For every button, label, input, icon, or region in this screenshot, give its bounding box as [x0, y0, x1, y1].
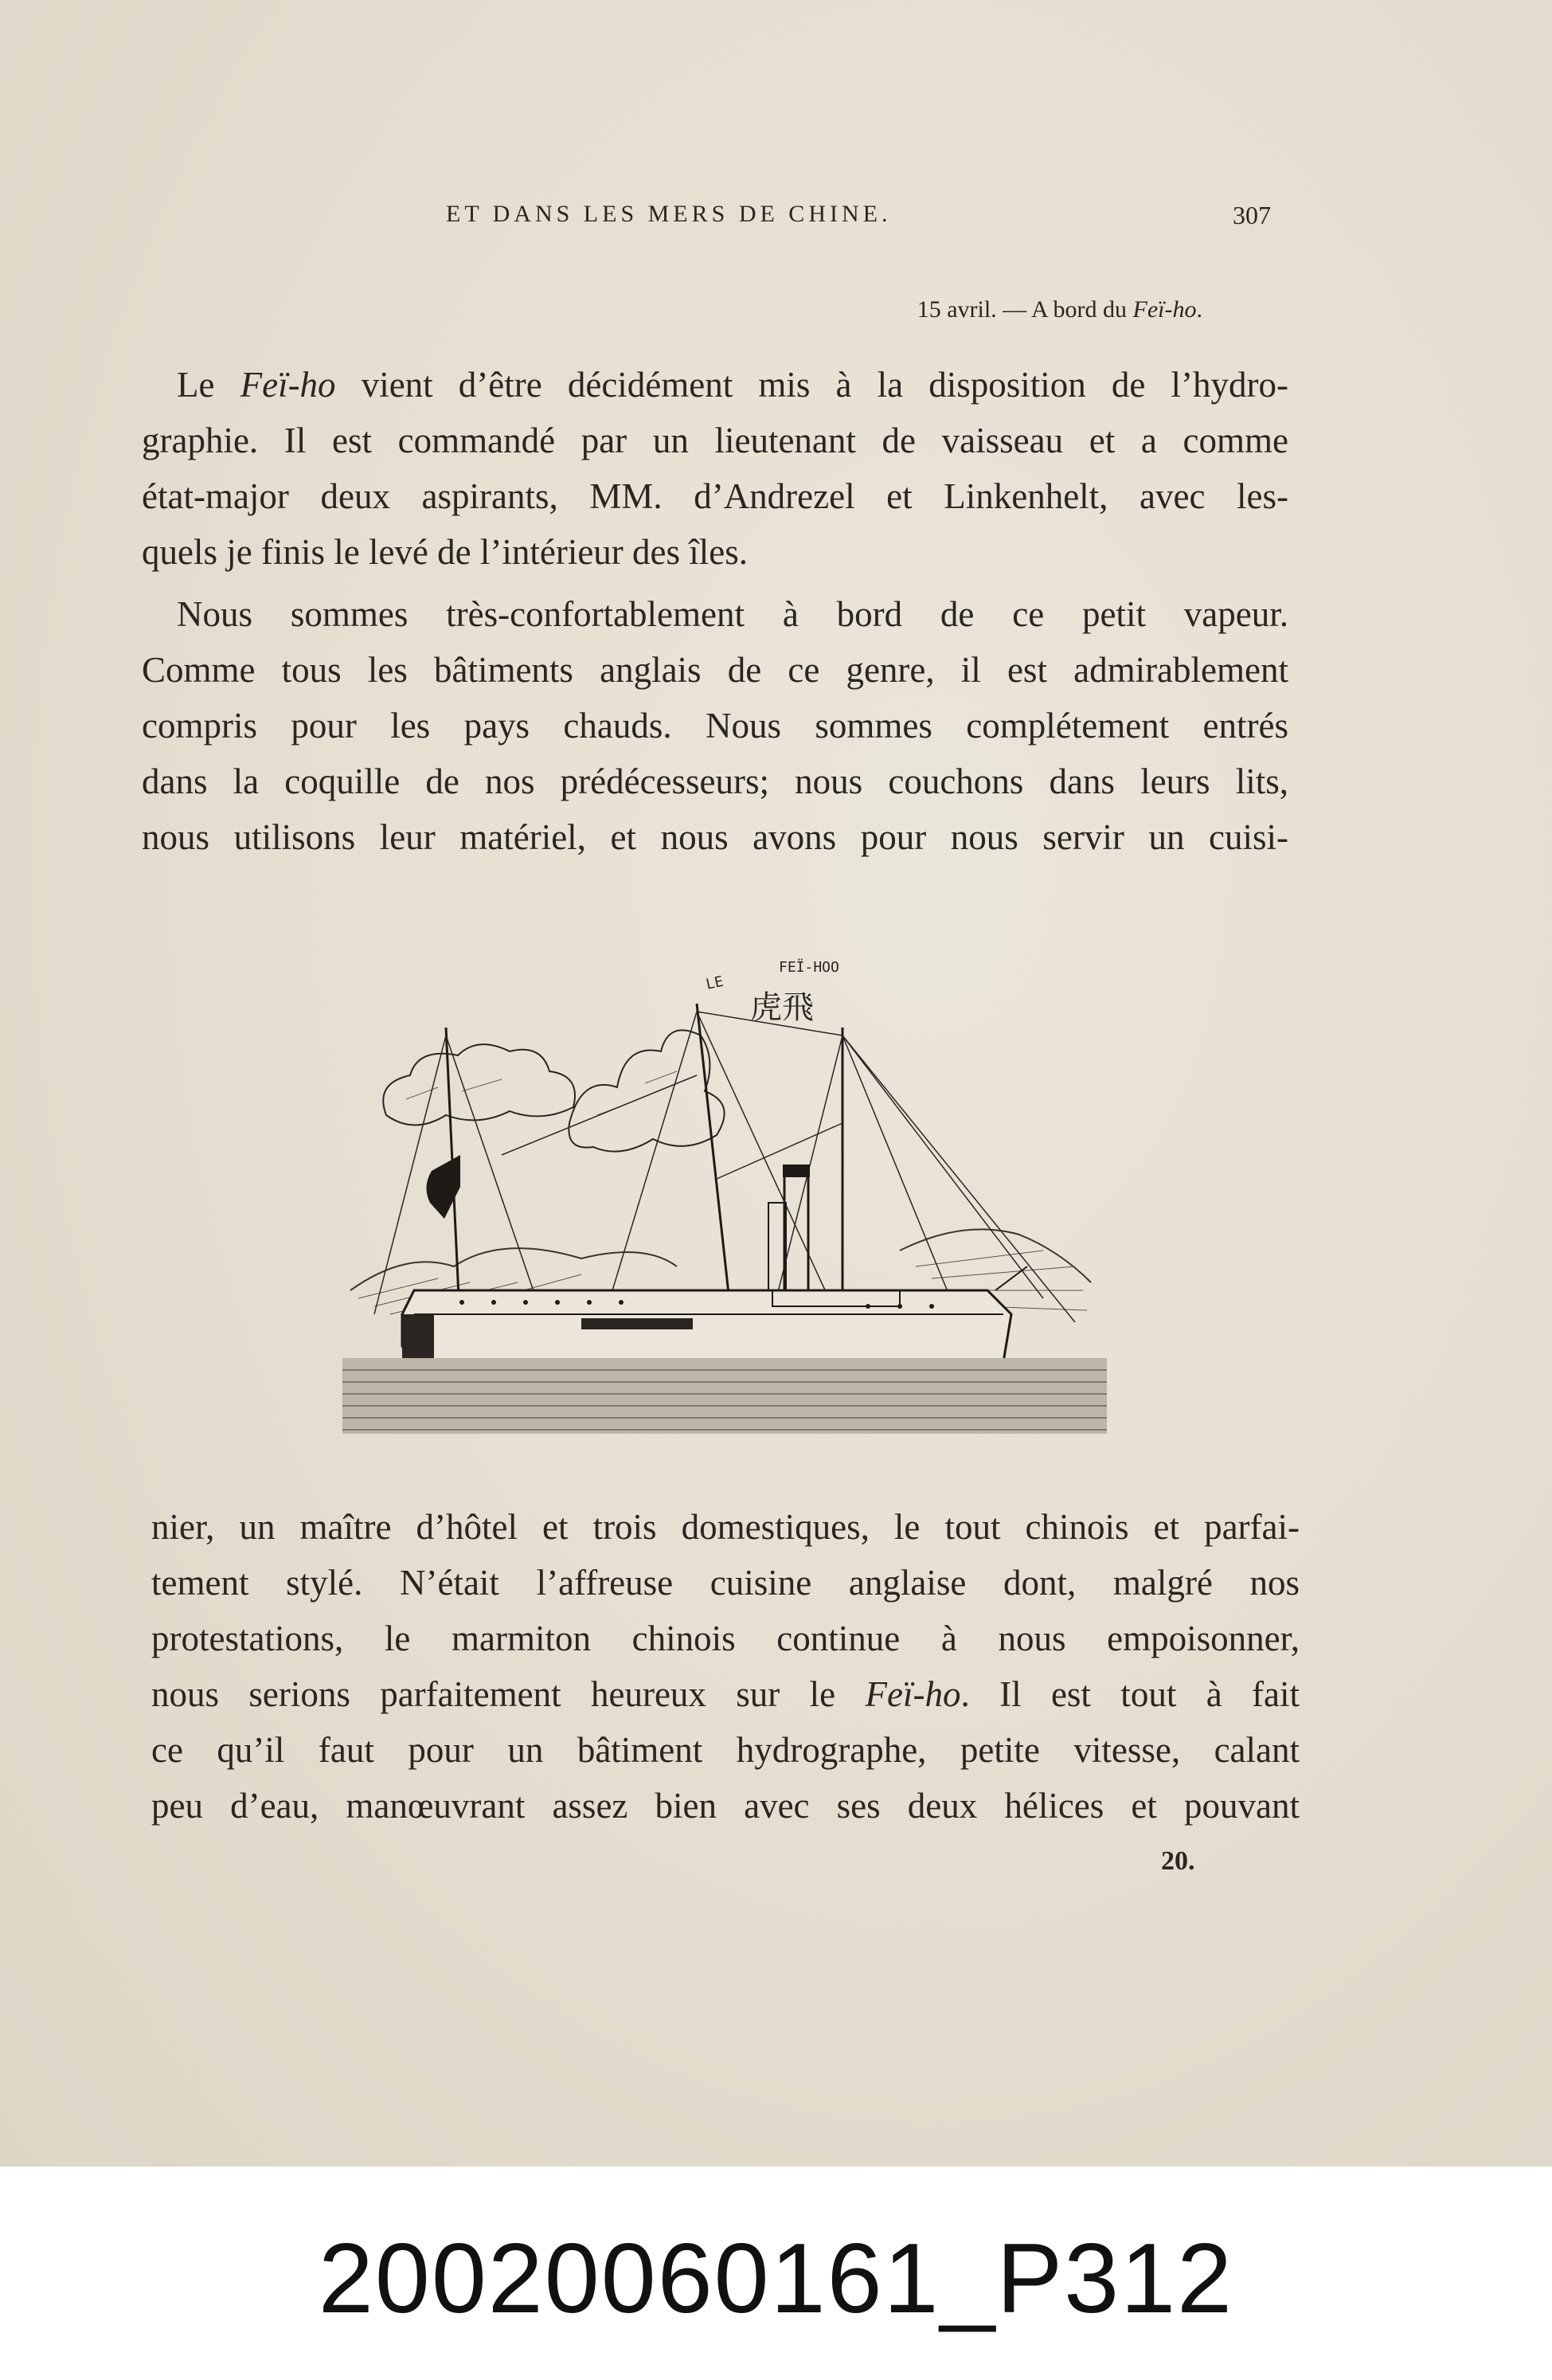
signature-mark: 20.: [1161, 1846, 1195, 1876]
ship-name: Feï-ho: [240, 365, 336, 405]
paragraph-2: [142, 586, 1288, 865]
ship-name: Feï-ho: [865, 1674, 961, 1714]
paragraph-line: Comme tous les bâtiments anglais de ce genre, il est admirablement: [142, 650, 1288, 690]
paragraph-line: nous serions parfaitement heureux sur le Feï-ho. Il est tout à fait: [151, 1674, 1300, 1714]
paragraph-line: protestations, le marmiton chinois continue à nous empoisonner,: [151, 1619, 1300, 1658]
archive-id-label: 20020060161_P312: [318, 2224, 1234, 2334]
paragraph-line: compris pour les pays chauds. Nous sommes complétement entrés: [142, 706, 1288, 746]
paragraph-3: [151, 1499, 1300, 1834]
paragraph-line: peu d’eau, manœuvrant assez bien avec ses deux hélices et pouvant: [151, 1786, 1300, 1826]
paragraph-line: quels je finis le levé de l’intérieur des îles.: [142, 532, 749, 572]
illustration-caption-name: FEÏ-HOO: [779, 959, 839, 976]
paragraph-line: dans la coquille de nos prédécesseurs; nous couchons dans leurs lits,: [142, 761, 1288, 801]
page-number: 307: [1233, 201, 1271, 229]
dateline-ship: Feï-ho: [1132, 296, 1197, 323]
paragraph-line: Nous sommes très-confortablement à bord de ce petit vapeur.: [177, 594, 1288, 634]
dateline: [820, 296, 1202, 323]
paragraph-line: nous utilisons leur matériel, et nous avons pour nous servir un cuisi-: [142, 817, 1288, 857]
paragraph-line: tement stylé. N’était l’affreuse cuisine anglaise dont, malgré nos: [151, 1563, 1300, 1603]
paragraph-line: graphie. Il est commandé par un lieutenant de vaisseau et a comme: [142, 421, 1288, 460]
illustration-caption-le: LE: [704, 973, 725, 993]
paragraph-line: ce qu’il faut pour un bâtiment hydrographe, petite vitesse, calant: [151, 1730, 1300, 1770]
illustration-caption-chars: 虎飛: [750, 989, 814, 1026]
dateline-suffix: .: [1196, 296, 1202, 323]
paragraph-line: état-major deux aspirants, MM. d’Andrezel et Linkenhelt, avec les-: [142, 476, 1288, 516]
paragraph-line: nier, un maître d’hôtel et trois domestiques, le tout chinois et parfai-: [151, 1507, 1300, 1547]
running-head: ET DANS LES MERS DE CHINE.: [446, 201, 892, 227]
steamship-illustration: [342, 916, 1107, 1434]
paragraph-line: Le Feï-ho vient d’être décidément mis à la disposition de l’hydro-: [177, 365, 1288, 405]
paragraph-1: [142, 357, 1288, 580]
dateline-prefix: 15 avril. — A bord du: [917, 296, 1133, 323]
